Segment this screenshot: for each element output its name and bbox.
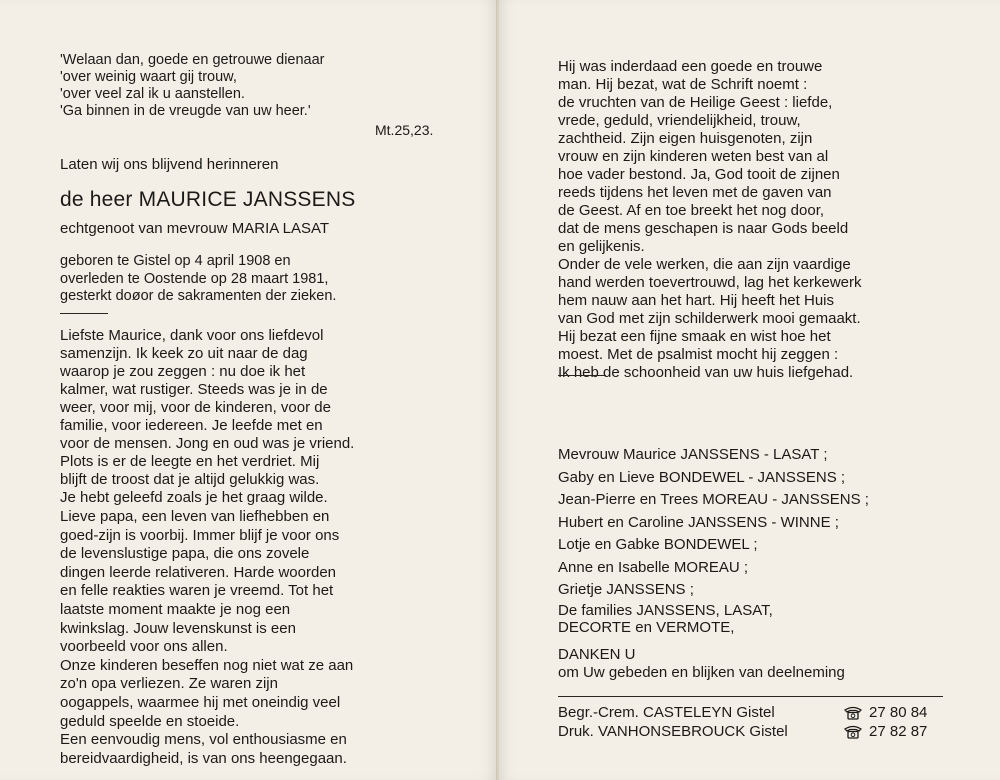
text-line: goed-zijn is voorbij. Immer blijf je voor ons: [60, 526, 340, 544]
text-line: kwinkslag. Jouw levenskunst is een: [60, 619, 296, 637]
life-dates: [60, 253, 336, 306]
bible-quote: [60, 52, 325, 120]
text-line: moest. Met de psalmist mocht hij zeggen :: [558, 346, 839, 363]
credit-name: Druk. VANHONSEBROUCK Gistel: [558, 723, 788, 740]
family-list: [558, 444, 869, 636]
bio-line: geboren te Gistel op 4 april 1908 en: [60, 253, 291, 269]
telephone-icon: [843, 706, 863, 720]
text-line: samenzijn. Ik keek zo uit naar de dag: [60, 345, 308, 362]
divider: [60, 313, 108, 314]
family-member: Anne en Isabelle MOREAU ;: [558, 558, 749, 576]
text-line: hem nauw aan het hart. Hij heeft het Huis: [558, 292, 834, 309]
credits: [558, 703, 927, 741]
quote-line: 'Welaan dan, goede en getrouwe dienaar: [60, 52, 325, 68]
text-line: geduld speelde en stoeide.: [60, 712, 240, 730]
text-line: Onze kinderen beseffen nog niet wat ze aan: [60, 656, 354, 674]
deceased-name: de heer MAURICE JANSSENS: [60, 188, 356, 211]
family-member: Grietje JANSSENS ;: [558, 581, 694, 598]
text-line: Plots is er de leegte en het verdriet. Mij: [60, 453, 320, 470]
credit-phone: 27 82 87: [869, 723, 928, 740]
bio-line: gesterkt doøor de sakramenten der zieken.: [60, 288, 337, 304]
spouse-line: echtgenoot van mevrouw MARIA LASAT: [60, 220, 330, 237]
text-line: Hij was inderdaad een goede en trouwe: [558, 58, 823, 75]
quote-reference: Mt.25,23.: [375, 122, 434, 138]
text-line: dat de mens geschapen is naar Gods beeld: [558, 220, 849, 237]
printer-credit: [558, 722, 927, 741]
text-line: blijft de troost dat je altijd gelukkig was.: [60, 471, 320, 488]
tribute-paragraph-children: [60, 508, 353, 768]
text-line: dingen leerde relativeren. Harde woorden: [60, 563, 337, 581]
text-line: Ik heb de schoonheid van uw huis liefgehad.: [558, 364, 854, 381]
family-member: Lotje en Gabke BONDEWEL ;: [558, 536, 758, 553]
text-line: Hij bezat een fijne smaak en wist hoe het: [558, 328, 831, 345]
text-line: Onder de vele werken, die aan zijn vaardige: [558, 256, 851, 273]
family-member: Hubert en Caroline JANSSENS - WINNE ;: [558, 513, 839, 531]
work-paragraph: [558, 256, 862, 382]
text-line: voor de mensen. Jong en oud was je vriend.: [60, 435, 355, 452]
quote-line: 'Ga binnen in de vreugde van uw heer.': [60, 103, 311, 119]
text-line: familie, voor iedereen. Je leefde met en: [60, 417, 323, 434]
text-line: voorbeeld voor ons allen.: [60, 638, 228, 656]
text-line: waarop je zou zeggen : nu doe ik het: [60, 363, 306, 380]
text-line: en gelijkenis.: [558, 238, 645, 255]
tribute-paragraph-spouse: [60, 327, 354, 507]
text-line: hand werden toevertrouwd, lag het kerkewerk: [558, 274, 862, 291]
credit-phone: 27 80 84: [869, 704, 928, 721]
text-line: oogappels, waarmee hij met oneindig veel: [60, 693, 341, 711]
text-line: de levenslustige papa, die ons zovele: [60, 545, 310, 563]
text-line: en felle reakties waren je vreemd. Tot het: [60, 582, 334, 600]
text-line: laatste moment maakte je nog een: [60, 600, 291, 618]
divider: [558, 375, 606, 376]
family-member: DECORTE en VERMOTE,: [558, 618, 735, 636]
quote-line: 'over veel zal ik u aanstellen.: [60, 86, 245, 102]
text-line: hoe vader bestond. Ja, God tooit de zijnen: [558, 166, 840, 183]
text-line: Een eenvoudig mens, vol enthousiasme en: [60, 731, 347, 749]
text-line: reeds tijdens het leven met de gaven van: [558, 184, 832, 201]
quote-line: 'over weinig waart gij trouw,: [60, 69, 237, 85]
text-line: Liefste Maurice, dank voor ons liefdevol: [60, 327, 324, 344]
family-member: Jean-Pierre en Trees MOREAU - JANSSENS ;: [558, 491, 869, 508]
family-member: Gaby en Lieve BONDEWEL - JANSSENS ;: [558, 468, 846, 486]
text-line: bereidvaardigheid, is van ons heengegaan.: [60, 749, 347, 767]
bio-line: overleden te Oostende op 28 maart 1981,: [60, 270, 329, 287]
family-member: De families JANSSENS, LASAT,: [558, 601, 773, 619]
text-line: man. Hij bezat, wat de Schrift noemt :: [558, 76, 808, 93]
family-member: Mevrouw Maurice JANSSENS - LASAT ;: [558, 446, 828, 463]
text-line: zo'n opa verliezen. Ze waren zijn: [60, 675, 278, 693]
text-line: de Geest. Af en toe breekt het nog door,: [558, 202, 825, 219]
thanks-text: om Uw gebeden en blijken van deelneming: [558, 663, 845, 681]
text-line: weer, voor mij, voor de kinderen, voor de: [60, 399, 331, 416]
thanks-heading: DANKEN U: [558, 646, 636, 663]
intro-text: Laten wij ons blijvend herinneren: [60, 156, 279, 173]
telephone-icon: [843, 725, 863, 739]
reflection-paragraph: [558, 58, 848, 256]
text-line: vrouw en zijn kinderen weten best van al: [558, 148, 829, 165]
thanks-block: [558, 646, 845, 681]
funeral-director-credit: [558, 703, 927, 722]
text-line: de vruchten van de Heilige Geest : liefde,: [558, 94, 833, 111]
text-line: vrede, geduld, vriendelijkheid, trouw,: [558, 112, 801, 129]
divider: [558, 696, 943, 697]
text-line: van God met zijn schilderwerk mooi gemaakt.: [558, 310, 861, 327]
text-line: zachtheid. Zijn eigen huisgenoten, zijn: [558, 130, 813, 147]
text-line: kalmer, wat rustiger. Steeds was je in de: [60, 381, 328, 398]
text-line: Je hebt geleefd zoals je het graag wilde.: [60, 489, 328, 506]
text-line: Lieve papa, een leven van liefhebben en: [60, 508, 330, 525]
credit-name: Begr.-Crem. CASTELEYN Gistel: [558, 704, 775, 721]
left-page: [0, 0, 497, 780]
